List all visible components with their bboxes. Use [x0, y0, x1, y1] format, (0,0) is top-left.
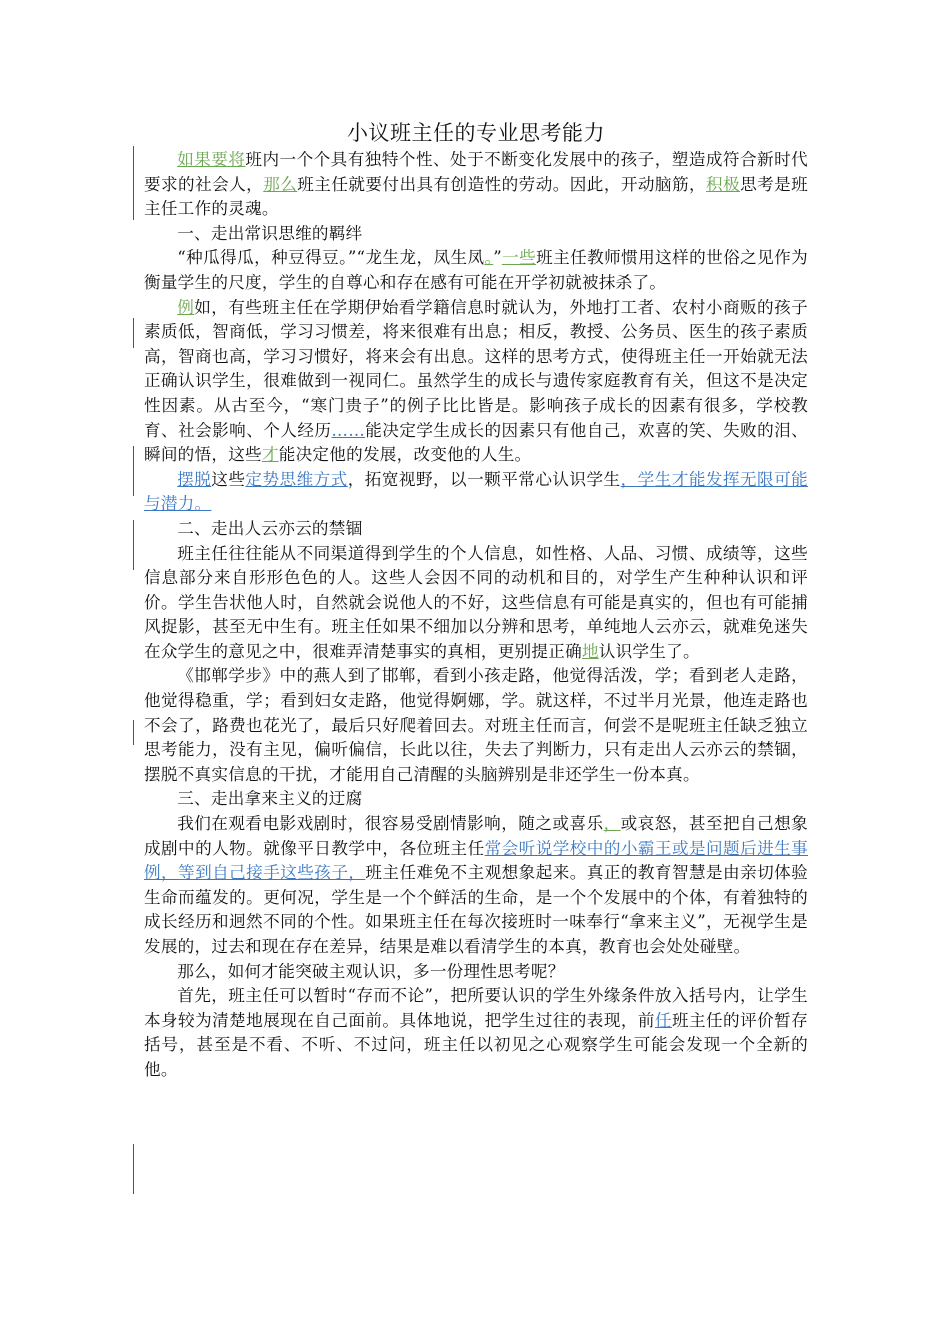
paragraph: [144, 148, 808, 222]
text-run: 班主任教师惯用这样的世俗之见作为衡量学生的尺度，学生的自尊心和存在感有可能在开学初就被抹杀了。: [144, 248, 809, 292]
revision-mark: 定势思维方式: [245, 469, 348, 489]
revision-mark: 如果要将: [177, 150, 246, 169]
text-run: 班主任难免不主观想象起来。真正的教育智慧是由亲切体验生命而蕴发的。更何况，学生是一个个鲜活的生命，是一个个发展中的个体，有着独特的成长经历和迥然不同的个性。如果班主任在每次接班时一味奉行“拿来主义”，无视学生是发展的，过去和现在存在差异，结果是难以看清学生的本真，教育也会处处碰壁。: [144, 863, 809, 956]
text-run: 能决定他的发展，改变他的人生。: [278, 445, 532, 465]
revision-mark: 例: [177, 297, 195, 317]
text-run: 认识学生了。: [598, 641, 700, 661]
section-heading: 二、走出人云亦云的禁锢: [177, 518, 363, 538]
text-run: 首先，班主任可以暂时“存而不论”，把所要认识的学生外缘条件放入括号内，让学生本身较为清楚地展现在自己面前。具体地说，把学生过往的表现，前: [144, 986, 808, 1030]
revision-mark: 地: [581, 641, 599, 661]
revision-mark: 。: [484, 248, 494, 268]
text-run: ，拓宽视野，以一颗平常心认识学生: [347, 469, 621, 489]
paragraph: [144, 296, 808, 468]
section-heading: 一、走出常识思维的羁绊: [177, 223, 363, 243]
revision-bar: [133, 720, 134, 745]
revision-mark: 任: [654, 1010, 672, 1030]
revision-bar: [133, 318, 134, 348]
text-run: 班主任就要付出具有创造性的劳动。因此，开动脑筋，: [297, 174, 707, 194]
revision-bar: [133, 520, 134, 570]
revision-mark: ，: [603, 814, 621, 834]
revision-mark: 那么: [263, 174, 298, 194]
text-run: 那么，如何才能突破主观认识，多一份理性思考呢？: [177, 961, 565, 981]
paragraph: [144, 960, 808, 985]
paragraph: [144, 542, 808, 665]
doc-title: 小议班主任的专业思考能力: [347, 121, 605, 145]
revision-mark: 积极: [706, 174, 741, 194]
text-run: 这些: [211, 469, 246, 489]
revision-mark: ，学生才能发挥无限可能与潜力。: [144, 469, 808, 514]
text-run: 《邯郸学步》中的燕人到了邯郸，看到小孩走路，他觉得活泼，学；看到老人走路，他觉得稳重，学；看到妇女走路，他觉得婀娜，学。就这样，不过半月光景，他连走路也不会了，路费也花光了，最后只好爬着回去。对班主任而言，何尝不是呢班主任缺乏独立思考能力，没有主见，偏听偏信，长此以往，失去了判断力，只有走出人云亦云的禁锢，摆脱不真实信息的干扰，才能用自己清醒的头脑辨别是非还学生一份本真。: [144, 666, 808, 784]
document-page: [144, 118, 808, 1083]
revision-mark: 常会听说学校中的小霸王或是问题后进生事例，等到自己接手这些孩子，: [144, 838, 808, 883]
text-run: 思考是班主任工作的灵魂。: [144, 174, 809, 219]
text-run: 班主任的评价暂存括号，甚至是不看、不听、不过问，班主任以初见之心观察学生可能会发现一个全新的他。: [144, 1010, 809, 1079]
text-run: 我们在观看电影戏剧时，很容易受剧情影响，随之或喜乐: [177, 814, 604, 834]
paragraph: [144, 812, 808, 960]
text-run: 能决定学生成长的因素只有他自己，欢喜的笑、失败的泪、瞬间的悟，这些: [144, 420, 808, 465]
section-heading: 三、走出拿来主义的迂腐: [177, 789, 363, 809]
revision-mark: 摆脱: [177, 469, 212, 489]
text-run: 班内一个个具有独特个性、处于不断变化发展中的孩子，塑造成符合新时代要求的社会人，: [144, 150, 808, 194]
text-run: ”: [493, 248, 502, 268]
revision-bar: [133, 146, 134, 220]
revision-mark: 一些: [501, 248, 537, 268]
paragraph: [144, 984, 808, 1082]
text-run: 或哀怒，甚至把自己想象成剧中的人物。就像平日教学中，各位班主任: [144, 814, 809, 858]
revision-mark: ……: [331, 420, 366, 440]
revision-bar: [133, 446, 134, 496]
revision-mark: 才: [261, 445, 279, 465]
text-run: 班主任往往能从不同渠道得到学生的个人信息，如性格、人品、习惯、成绩等，这些信息部分来自形形色色的人。这些人会因不同的动机和目的，对学生产生种种认识和评价。学生告状他人时，自然就会说他人的不好，这些信息有可能是真实的，但也有可能捕风捉影，甚至无中生有。班主任如果不细加以分辨和思考，单纯地人云亦云，就难免迷失在众学生的意见之中，很难弄清楚事实的真相，更别提正确: [144, 543, 808, 661]
paragraph: [144, 664, 808, 787]
paragraph: [144, 246, 808, 295]
text-run: “种瓜得瓜，种豆得豆。”“龙生龙，凤生凤: [177, 248, 485, 268]
revision-bar: [133, 1144, 134, 1194]
paragraph: [144, 468, 808, 517]
text-run: 如，有些班主任在学期伊始看学籍信息时就认为，外地打工者、农村小商贩的孩子素质低，智商低，学习习惯差，将来很难有出息；相反，教授、公务员、医生的孩子素质高，智商也高，学习习惯好，将来会有出息。这样的思考方式，使得班主任一开始就无法正确认识学生，很难做到一视同仁。虽然学生的成长与遗传家庭教育有关，但这不是决定性因素。从古至今，“寒门贵子”的例子比比皆是。影响孩子成长的因素有很多，学校教育、社会影响、个人经历: [144, 297, 809, 440]
